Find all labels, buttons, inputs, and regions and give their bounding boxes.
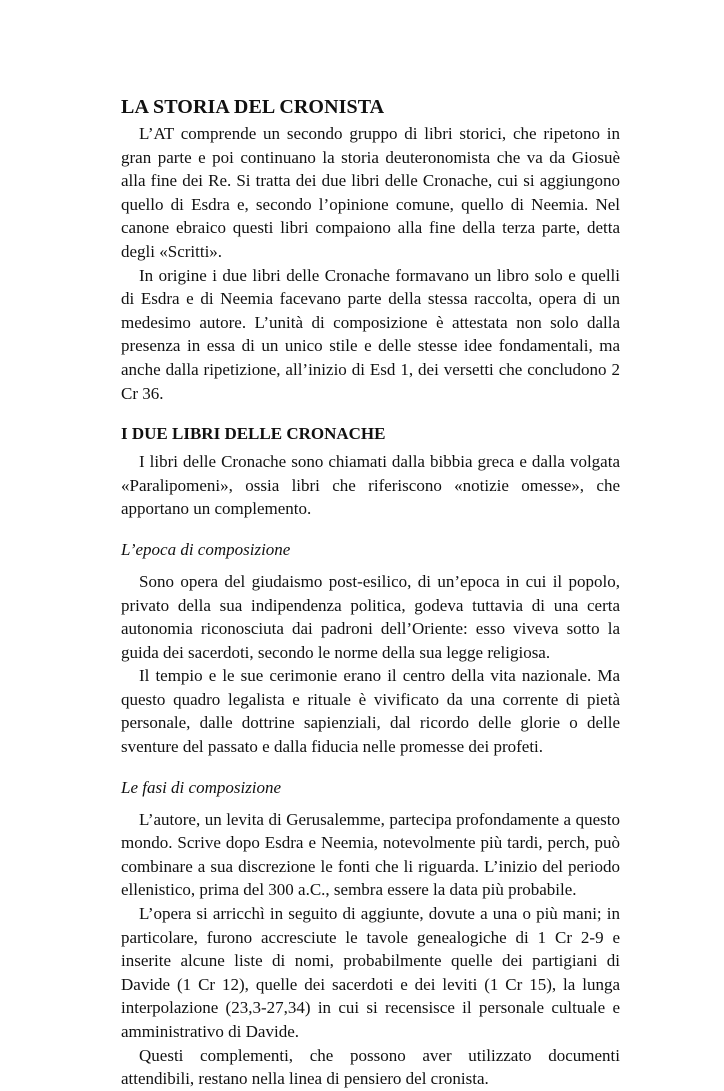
document-page [121, 94, 620, 1091]
document-title: LA STORIA DEL CRONISTA [121, 96, 385, 118]
section-heading-cronache: I DUE LIBRI DELLE CRONACHE [121, 424, 386, 444]
intro-paragraph-1: L’AT comprende un secondo gruppo di libri storici, che ripetono in gran parte e poi continuano la storia deuteronomista che va da Giosuè alla fine dei Re. Si tratta dei due libri delle Cronache, cui si aggiungono quello di Esdra e, secondo l’opinione comune, quello di Neemia. Nel canone ebraico questi libri compaiono alla fine della terza parte, detta degli «Scritti». [121, 124, 620, 261]
fasi-paragraph-3: Questi complementi, che possono aver utilizzato documenti attendibili, restano nella linea di pensiero del cronista. [121, 1045, 620, 1089]
cronache-paragraph: I libri delle Cronache sono chiamati dalla bibbia greca e dalla volgata «Paralipomeni», ossia libri che riferiscono «notizie omesse», che apportano un complemento. [121, 452, 620, 519]
epoca-paragraph-2: Il tempio e le sue cerimonie erano il centro della vita nazionale. Ma questo quadro legalista e rituale è vivificato da una corrente di pietà personale, dalle dottrine sapienziali, dal ricordo delle glorie o delle sventure del passato e dalla fiducia nelle promesse dei profeti. [121, 666, 620, 757]
subsection-heading-fasi: Le fasi di composizione [121, 777, 282, 797]
fasi-paragraph-1: L’autore, un levita di Gerusalemme, partecipa profondamente a questo mondo. Scrive dopo Esdra e Neemia, notevolmente più tardi, perch, può combinare a sua discrezione le fonti che li riguarda. L’inizio del periodo ellenistico, prima del 300 a.C., sembra essere la data più probabile. [121, 809, 620, 900]
epoca-paragraph-1: Sono opera del giudaismo post-esilico, di un’epoca in cui il popolo, privato della sua indipendenza politica, godeva tuttavia di una certa autonomia riconosciuta dai padroni dell’Oriente: esso viveva sotto la guida dei sacerdoti, secondo le norme della sua legge religiosa. [121, 571, 620, 662]
fasi-paragraph-2: L’opera si arricchì in seguito di aggiunte, dovute a una o più mani; in particolare, furono accresciute le tavole genealogiche di 1 Cr 2-9 e inserite alcune liste di nomi, probabilmente quelle dei partigiani di Davide (1 Cr 12), quelle dei sacerdoti e dei leviti (1 Cr 15), la lunga interpolazione (23,3-27,34) in cui si recensisce il personale cultuale e amministrativo di Davide. [121, 904, 620, 1041]
subsection-heading-epoca: L’epoca di composizione [121, 539, 291, 559]
intro-paragraph-2: In origine i due libri delle Cronache formavano un libro solo e quelli di Esdra e di Neemia facevano parte della stessa raccolta, opera di un medesimo autore. L’unità di composizione è attestata non solo dalla presenza in essa di un unico stile e delle stesse idee fondamentali, ma anche dalla ripetizione, all’inizio di Esd 1, dei versetti che concludono 2 Cr 36. [121, 265, 620, 403]
